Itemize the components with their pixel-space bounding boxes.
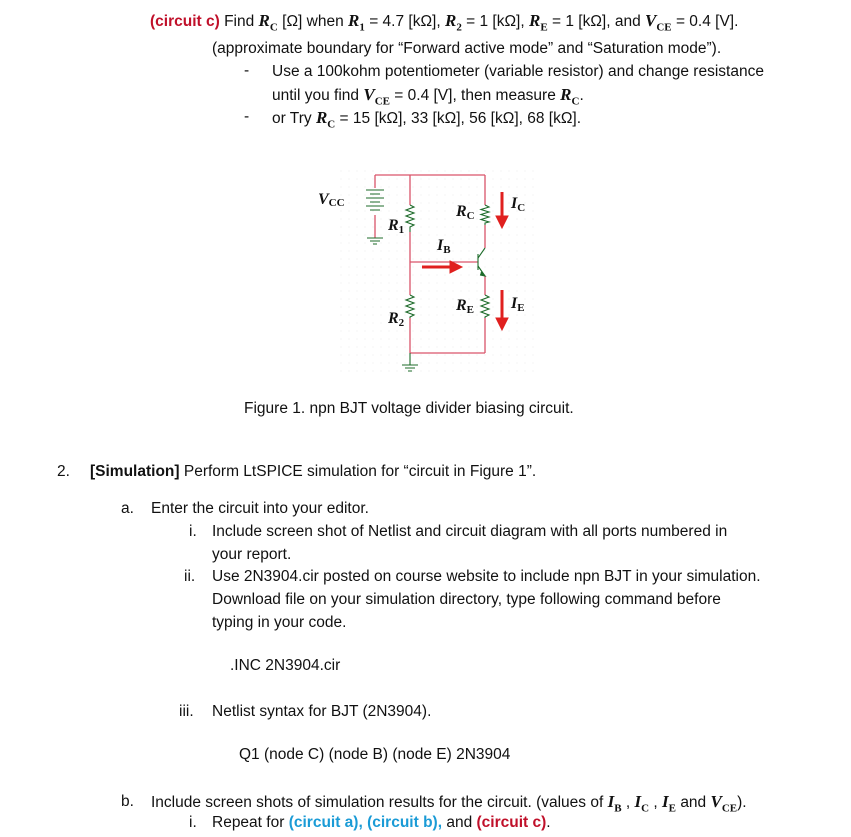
- vce-symbol: $V_{CE}$: [645, 11, 672, 34]
- rc-symbol: $R_C$: [258, 11, 278, 34]
- bullet-dash-1: -: [244, 62, 250, 79]
- item-i-text-1: Include screen shot of Netlist and circuit diagram with all ports numbered in: [212, 523, 728, 540]
- r1-symbol: $R_1$: [348, 11, 365, 34]
- task-c-line1: [150, 11, 738, 37]
- bullet1-end: .: [579, 87, 584, 104]
- grid-background: [340, 170, 540, 375]
- figure-caption: Figure 1. npn BJT voltage divider biasing circuit.: [244, 400, 574, 417]
- repeat-and: and: [446, 814, 473, 831]
- bullet-dash-2: -: [244, 108, 250, 125]
- r2-label: R2: [388, 310, 405, 329]
- re-value: = 1 [kΩ], and: [551, 13, 641, 30]
- sep-2: ,: [653, 794, 658, 811]
- item-b-pre: Include screen shots of simulation results for the circuit. (values of: [151, 794, 604, 811]
- simulation-tag: [Simulation]: [90, 463, 180, 480]
- circuit-c-label: (circuit c): [150, 13, 220, 30]
- ohm-unit: [Ω] when: [282, 13, 344, 30]
- ib-label: IB: [437, 237, 451, 256]
- sep-1: ,: [625, 794, 631, 811]
- item-i-text-2: your report.: [212, 546, 292, 563]
- task-c-line2: (approximate boundary for “Forward active mode” and “Saturation mode”).: [212, 40, 722, 57]
- r2-symbol: $R_2$: [444, 11, 462, 34]
- inc-command: .INC 2N3904.cir: [230, 657, 341, 674]
- ic-symbol: $I_C$: [634, 792, 650, 815]
- bullet2-rc-symbol: $R_C$: [315, 108, 336, 131]
- circuit-c-ref: (circuit c): [476, 814, 547, 831]
- section-2-text: Perform LtSPICE simulation for “circuit in Figure 1”.: [183, 463, 537, 480]
- item-iii-text: Netlist syntax for BJT (2N3904).: [212, 703, 432, 720]
- item-a-label: a.: [121, 500, 134, 517]
- bullet1-rc-symbol: $R_C$: [560, 85, 580, 108]
- bullet1-pre: until you find: [272, 87, 360, 104]
- bullet2-line: [272, 108, 581, 134]
- bullet2-values: = 15 [kΩ], 33 [kΩ], 56 [kΩ], 68 [kΩ].: [339, 110, 582, 127]
- rc-label: RC: [456, 203, 475, 222]
- section-2-number: 2.: [57, 463, 70, 480]
- r1-value: = 4.7 [kΩ],: [369, 13, 441, 30]
- item-b-i-text: [212, 813, 551, 833]
- re-symbol: $R_E$: [528, 11, 548, 34]
- item-i-label: i.: [189, 523, 197, 540]
- ib-symbol: $I_B$: [607, 792, 622, 815]
- item-ii-text-2: Download file on your simulation directory, type following command before: [212, 591, 721, 608]
- bjt-syntax: Q1 (node C) (node B) (node E) 2N3904: [239, 746, 511, 763]
- ie-label: IE: [511, 295, 525, 314]
- circuit-a-label: (circuit a),: [288, 814, 363, 831]
- section-2-heading: [90, 462, 536, 482]
- repeat-pre: Repeat for: [212, 814, 285, 831]
- item-iii-label: iii.: [179, 703, 194, 720]
- item-b-label: b.: [121, 793, 134, 810]
- vce-value: = 0.4 [V].: [675, 13, 739, 30]
- ie-symbol: $I_E$: [662, 792, 676, 815]
- bullet1-mid: = 0.4 [V], then measure: [394, 87, 556, 104]
- vcc-label: VCC: [318, 191, 345, 209]
- r1-label: R1: [388, 217, 405, 236]
- and-text: and: [680, 794, 707, 811]
- item-ii-label: ii.: [184, 568, 196, 585]
- circuit-b-label: (circuit b),: [367, 814, 443, 831]
- item-ii-text-3: typing in your code.: [212, 614, 347, 631]
- item-a-text: Enter the circuit into your editor.: [151, 500, 369, 517]
- re-label: RE: [456, 297, 475, 316]
- circuit-diagram: [300, 170, 550, 380]
- ic-label: IC: [511, 195, 526, 214]
- item-ii-text-1: Use 2N3904.cir posted on course website to include npn BJT in your simulation.: [212, 568, 761, 585]
- bullet1-vce-symbol: $V_{CE}$: [363, 85, 390, 108]
- item-b-end: ).: [737, 794, 747, 811]
- vce-symbol-b: $V_{CE}$: [710, 792, 738, 815]
- r2-value: = 1 [kΩ],: [466, 13, 525, 30]
- find-text: Find: [224, 13, 255, 30]
- bullet1-line1: Use a 100kohm potentiometer (variable resistor) and change resistance: [272, 63, 764, 80]
- repeat-end: .: [546, 814, 551, 831]
- item-b-i-label: i.: [189, 814, 197, 831]
- bullet2-pre: or Try: [272, 110, 312, 127]
